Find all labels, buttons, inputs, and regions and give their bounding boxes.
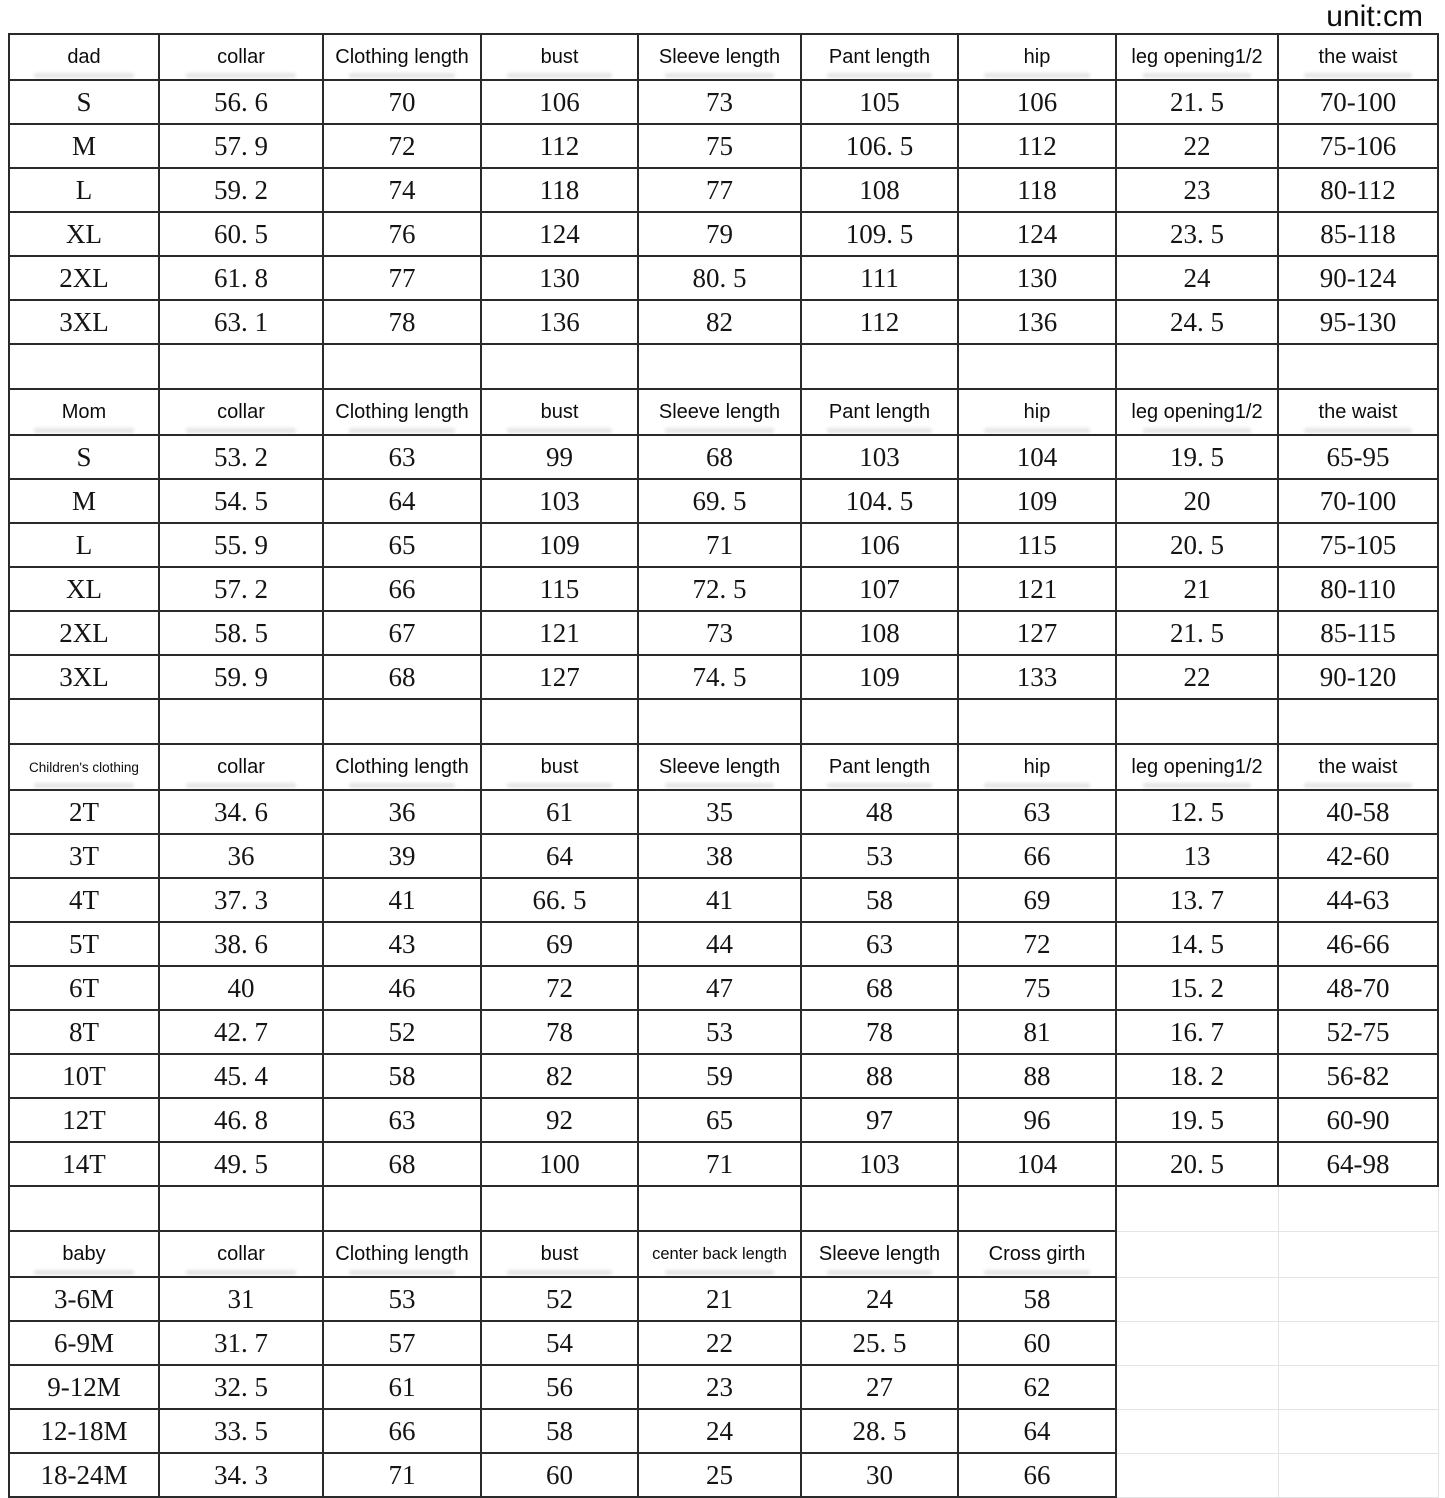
value-cell: 18. 2 (1116, 1054, 1278, 1098)
value-cell: 23 (1116, 168, 1278, 212)
value-cell: 112 (958, 124, 1116, 168)
value-cell: 77 (323, 256, 481, 300)
column-header: bust (481, 389, 638, 435)
value-cell: 20. 5 (1116, 1142, 1278, 1186)
value-cell: 66 (323, 1409, 481, 1453)
value-cell: 106 (958, 80, 1116, 124)
value-cell: 31. 7 (159, 1321, 323, 1365)
value-cell: 109 (801, 655, 958, 699)
value-cell: 24 (1116, 256, 1278, 300)
value-cell: 38 (638, 834, 801, 878)
value-cell: 39 (323, 834, 481, 878)
value-cell: 115 (958, 523, 1116, 567)
value-cell: 46 (323, 966, 481, 1010)
column-header: Clothing length (323, 389, 481, 435)
value-cell: 109 (958, 479, 1116, 523)
value-cell: 61 (481, 790, 638, 834)
value-cell: 111 (801, 256, 958, 300)
value-cell: 100 (481, 1142, 638, 1186)
value-cell: 69 (958, 878, 1116, 922)
value-cell: 36 (323, 790, 481, 834)
value-cell: 115 (481, 567, 638, 611)
value-cell: 42. 7 (159, 1010, 323, 1054)
ghost-cell (1116, 1365, 1278, 1409)
value-cell: 19. 5 (1116, 1098, 1278, 1142)
value-cell: 59. 2 (159, 168, 323, 212)
value-cell: 52 (481, 1277, 638, 1321)
value-cell: 25. 5 (801, 1321, 958, 1365)
size-label-cell: L (9, 168, 159, 212)
value-cell: 58 (801, 878, 958, 922)
column-header: Sleeve length (638, 744, 801, 790)
separator-cell (481, 344, 638, 389)
value-cell: 13. 7 (1116, 878, 1278, 922)
value-cell: 76 (323, 212, 481, 256)
separator-cell (801, 699, 958, 744)
value-cell: 67 (323, 611, 481, 655)
value-cell: 64-98 (1278, 1142, 1438, 1186)
value-cell: 72 (481, 966, 638, 1010)
value-cell: 47 (638, 966, 801, 1010)
value-cell: 136 (481, 300, 638, 344)
value-cell: 121 (958, 567, 1116, 611)
value-cell: 130 (481, 256, 638, 300)
value-cell: 20. 5 (1116, 523, 1278, 567)
value-cell: 108 (801, 611, 958, 655)
separator-cell (638, 1186, 801, 1231)
value-cell: 12. 5 (1116, 790, 1278, 834)
size-label-cell: XL (9, 567, 159, 611)
value-cell: 103 (801, 435, 958, 479)
size-label-cell: XL (9, 212, 159, 256)
value-cell: 56. 6 (159, 80, 323, 124)
value-cell: 109. 5 (801, 212, 958, 256)
value-cell: 41 (323, 878, 481, 922)
value-cell: 124 (958, 212, 1116, 256)
separator-cell (1278, 699, 1438, 744)
column-header: Children's clothing (9, 744, 159, 790)
value-cell: 22 (638, 1321, 801, 1365)
column-header: Mom (9, 389, 159, 435)
column-header: leg opening1/2 (1116, 744, 1278, 790)
separator-cell (323, 344, 481, 389)
value-cell: 70-100 (1278, 479, 1438, 523)
value-cell: 75-106 (1278, 124, 1438, 168)
column-header: Sleeve length (638, 389, 801, 435)
size-label-cell: 6-9M (9, 1321, 159, 1365)
column-header: the waist (1278, 389, 1438, 435)
value-cell: 130 (958, 256, 1116, 300)
ghost-cell (1116, 1186, 1278, 1231)
value-cell: 80-112 (1278, 168, 1438, 212)
value-cell: 136 (958, 300, 1116, 344)
value-cell: 104 (958, 1142, 1116, 1186)
value-cell: 32. 5 (159, 1365, 323, 1409)
size-label-cell: 2T (9, 790, 159, 834)
size-label-cell: 3-6M (9, 1277, 159, 1321)
size-label-cell: L (9, 523, 159, 567)
column-header: Cross girth (958, 1231, 1116, 1277)
column-header: Sleeve length (638, 34, 801, 80)
value-cell: 72 (323, 124, 481, 168)
size-label-cell: M (9, 124, 159, 168)
value-cell: 48 (801, 790, 958, 834)
value-cell: 80. 5 (638, 256, 801, 300)
value-cell: 72. 5 (638, 567, 801, 611)
value-cell: 46. 8 (159, 1098, 323, 1142)
value-cell: 25 (638, 1453, 801, 1497)
column-header: hip (958, 34, 1116, 80)
value-cell: 112 (481, 124, 638, 168)
column-header: the waist (1278, 34, 1438, 80)
value-cell: 121 (481, 611, 638, 655)
value-cell: 77 (638, 168, 801, 212)
value-cell: 63 (323, 1098, 481, 1142)
separator-cell (1116, 344, 1278, 389)
value-cell: 35 (638, 790, 801, 834)
value-cell: 75 (638, 124, 801, 168)
column-header: bust (481, 1231, 638, 1277)
value-cell: 14. 5 (1116, 922, 1278, 966)
value-cell: 108 (801, 168, 958, 212)
value-cell: 75-105 (1278, 523, 1438, 567)
value-cell: 56-82 (1278, 1054, 1438, 1098)
size-label-cell: 14T (9, 1142, 159, 1186)
value-cell: 105 (801, 80, 958, 124)
value-cell: 70-100 (1278, 80, 1438, 124)
value-cell: 127 (481, 655, 638, 699)
value-cell: 48-70 (1278, 966, 1438, 1010)
column-header: bust (481, 744, 638, 790)
value-cell: 57. 2 (159, 567, 323, 611)
separator-cell (159, 344, 323, 389)
unit-label: unit:cm (1326, 0, 1423, 33)
column-header: hip (958, 744, 1116, 790)
value-cell: 60. 5 (159, 212, 323, 256)
value-cell: 74 (323, 168, 481, 212)
value-cell: 71 (638, 1142, 801, 1186)
separator-cell (159, 1186, 323, 1231)
size-label-cell: 5T (9, 922, 159, 966)
value-cell: 21. 5 (1116, 611, 1278, 655)
value-cell: 40-58 (1278, 790, 1438, 834)
value-cell: 78 (323, 300, 481, 344)
column-header: Pant length (801, 744, 958, 790)
column-header: the waist (1278, 744, 1438, 790)
column-header: bust (481, 34, 638, 80)
value-cell: 55. 9 (159, 523, 323, 567)
value-cell: 65-95 (1278, 435, 1438, 479)
value-cell: 21 (1116, 567, 1278, 611)
value-cell: 60 (958, 1321, 1116, 1365)
value-cell: 49. 5 (159, 1142, 323, 1186)
value-cell: 59 (638, 1054, 801, 1098)
size-label-cell: 4T (9, 878, 159, 922)
size-label-cell: 2XL (9, 256, 159, 300)
separator-cell (9, 344, 159, 389)
value-cell: 24 (801, 1277, 958, 1321)
value-cell: 99 (481, 435, 638, 479)
value-cell: 44-63 (1278, 878, 1438, 922)
ghost-cell (1278, 1231, 1438, 1277)
value-cell: 21 (638, 1277, 801, 1321)
size-label-cell: 3XL (9, 300, 159, 344)
value-cell: 34. 6 (159, 790, 323, 834)
value-cell: 24 (638, 1409, 801, 1453)
size-label-cell: 10T (9, 1054, 159, 1098)
value-cell: 54. 5 (159, 479, 323, 523)
value-cell: 63 (801, 922, 958, 966)
value-cell: 64 (481, 834, 638, 878)
value-cell: 79 (638, 212, 801, 256)
separator-cell (323, 1186, 481, 1231)
value-cell: 64 (958, 1409, 1116, 1453)
value-cell: 69 (481, 922, 638, 966)
value-cell: 103 (801, 1142, 958, 1186)
value-cell: 109 (481, 523, 638, 567)
value-cell: 62 (958, 1365, 1116, 1409)
ghost-cell (1278, 1453, 1438, 1497)
value-cell: 42-60 (1278, 834, 1438, 878)
separator-cell (9, 699, 159, 744)
column-header: center back length (638, 1231, 801, 1277)
value-cell: 106 (801, 523, 958, 567)
size-label-cell: 3XL (9, 655, 159, 699)
value-cell: 72 (958, 922, 1116, 966)
separator-cell (638, 344, 801, 389)
ghost-cell (1116, 1321, 1278, 1365)
column-header: leg opening1/2 (1116, 34, 1278, 80)
value-cell: 57 (323, 1321, 481, 1365)
size-label-cell: 2XL (9, 611, 159, 655)
value-cell: 78 (481, 1010, 638, 1054)
separator-cell (958, 344, 1116, 389)
value-cell: 28. 5 (801, 1409, 958, 1453)
value-cell: 21. 5 (1116, 80, 1278, 124)
value-cell: 90-120 (1278, 655, 1438, 699)
column-header: collar (159, 1231, 323, 1277)
value-cell: 41 (638, 878, 801, 922)
size-label-cell: 8T (9, 1010, 159, 1054)
value-cell: 92 (481, 1098, 638, 1142)
value-cell: 61. 8 (159, 256, 323, 300)
value-cell: 53 (638, 1010, 801, 1054)
size-label-cell: 9-12M (9, 1365, 159, 1409)
value-cell: 53. 2 (159, 435, 323, 479)
value-cell: 58 (481, 1409, 638, 1453)
value-cell: 124 (481, 212, 638, 256)
value-cell: 58 (323, 1054, 481, 1098)
ghost-cell (1278, 1409, 1438, 1453)
value-cell: 82 (638, 300, 801, 344)
column-header: Clothing length (323, 34, 481, 80)
value-cell: 27 (801, 1365, 958, 1409)
value-cell: 43 (323, 922, 481, 966)
column-header: Clothing length (323, 1231, 481, 1277)
value-cell: 57. 9 (159, 124, 323, 168)
size-label-cell: 3T (9, 834, 159, 878)
value-cell: 90-124 (1278, 256, 1438, 300)
value-cell: 60-90 (1278, 1098, 1438, 1142)
size-label-cell: 12-18M (9, 1409, 159, 1453)
value-cell: 96 (958, 1098, 1116, 1142)
value-cell: 63. 1 (159, 300, 323, 344)
value-cell: 68 (638, 435, 801, 479)
separator-cell (481, 1186, 638, 1231)
value-cell: 133 (958, 655, 1116, 699)
value-cell: 24. 5 (1116, 300, 1278, 344)
separator-cell (323, 699, 481, 744)
separator-cell (801, 344, 958, 389)
value-cell: 68 (323, 655, 481, 699)
separator-cell (9, 1186, 159, 1231)
value-cell: 53 (323, 1277, 481, 1321)
column-header: collar (159, 744, 323, 790)
value-cell: 58. 5 (159, 611, 323, 655)
ghost-cell (1116, 1277, 1278, 1321)
column-header: Pant length (801, 389, 958, 435)
ghost-cell (1278, 1277, 1438, 1321)
value-cell: 23 (638, 1365, 801, 1409)
value-cell: 69. 5 (638, 479, 801, 523)
ghost-cell (1278, 1321, 1438, 1365)
value-cell: 61 (323, 1365, 481, 1409)
separator-cell (159, 699, 323, 744)
value-cell: 107 (801, 567, 958, 611)
column-header: Sleeve length (801, 1231, 958, 1277)
value-cell: 68 (801, 966, 958, 1010)
value-cell: 118 (481, 168, 638, 212)
value-cell: 66. 5 (481, 878, 638, 922)
separator-cell (958, 1186, 1116, 1231)
value-cell: 65 (323, 523, 481, 567)
ghost-cell (1278, 1365, 1438, 1409)
value-cell: 65 (638, 1098, 801, 1142)
column-header: Pant length (801, 34, 958, 80)
value-cell: 15. 2 (1116, 966, 1278, 1010)
size-table (8, 33, 1439, 1498)
value-cell: 53 (801, 834, 958, 878)
value-cell: 30 (801, 1453, 958, 1497)
ghost-cell (1278, 1186, 1438, 1231)
value-cell: 34. 3 (159, 1453, 323, 1497)
value-cell: 40 (159, 966, 323, 1010)
separator-cell (958, 699, 1116, 744)
size-label-cell: 18-24M (9, 1453, 159, 1497)
value-cell: 46-66 (1278, 922, 1438, 966)
value-cell: 78 (801, 1010, 958, 1054)
value-cell: 95-130 (1278, 300, 1438, 344)
separator-cell (801, 1186, 958, 1231)
value-cell: 106. 5 (801, 124, 958, 168)
value-cell: 66 (323, 567, 481, 611)
value-cell: 71 (638, 523, 801, 567)
value-cell: 66 (958, 834, 1116, 878)
value-cell: 64 (323, 479, 481, 523)
value-cell: 88 (958, 1054, 1116, 1098)
value-cell: 112 (801, 300, 958, 344)
value-cell: 52-75 (1278, 1010, 1438, 1054)
column-header: collar (159, 34, 323, 80)
column-header: hip (958, 389, 1116, 435)
size-label-cell: 6T (9, 966, 159, 1010)
value-cell: 54 (481, 1321, 638, 1365)
size-label-cell: S (9, 435, 159, 479)
value-cell: 16. 7 (1116, 1010, 1278, 1054)
value-cell: 31 (159, 1277, 323, 1321)
value-cell: 20 (1116, 479, 1278, 523)
value-cell: 103 (481, 479, 638, 523)
value-cell: 104 (958, 435, 1116, 479)
separator-cell (481, 699, 638, 744)
value-cell: 37. 3 (159, 878, 323, 922)
value-cell: 22 (1116, 655, 1278, 699)
value-cell: 82 (481, 1054, 638, 1098)
value-cell: 52 (323, 1010, 481, 1054)
value-cell: 73 (638, 611, 801, 655)
value-cell: 56 (481, 1365, 638, 1409)
size-label-cell: M (9, 479, 159, 523)
value-cell: 59. 9 (159, 655, 323, 699)
value-cell: 118 (958, 168, 1116, 212)
ghost-cell (1116, 1409, 1278, 1453)
value-cell: 88 (801, 1054, 958, 1098)
value-cell: 36 (159, 834, 323, 878)
value-cell: 97 (801, 1098, 958, 1142)
value-cell: 106 (481, 80, 638, 124)
value-cell: 19. 5 (1116, 435, 1278, 479)
value-cell: 75 (958, 966, 1116, 1010)
column-header: Clothing length (323, 744, 481, 790)
value-cell: 23. 5 (1116, 212, 1278, 256)
separator-cell (638, 699, 801, 744)
value-cell: 58 (958, 1277, 1116, 1321)
value-cell: 74. 5 (638, 655, 801, 699)
value-cell: 13 (1116, 834, 1278, 878)
value-cell: 60 (481, 1453, 638, 1497)
column-header: baby (9, 1231, 159, 1277)
value-cell: 85-115 (1278, 611, 1438, 655)
column-header: collar (159, 389, 323, 435)
size-label-cell: 12T (9, 1098, 159, 1142)
value-cell: 66 (958, 1453, 1116, 1497)
value-cell: 104. 5 (801, 479, 958, 523)
value-cell: 33. 5 (159, 1409, 323, 1453)
value-cell: 68 (323, 1142, 481, 1186)
value-cell: 45. 4 (159, 1054, 323, 1098)
value-cell: 63 (958, 790, 1116, 834)
value-cell: 38. 6 (159, 922, 323, 966)
ghost-cell (1116, 1453, 1278, 1497)
column-header: leg opening1/2 (1116, 389, 1278, 435)
ghost-cell (1116, 1231, 1278, 1277)
value-cell: 22 (1116, 124, 1278, 168)
value-cell: 63 (323, 435, 481, 479)
value-cell: 85-118 (1278, 212, 1438, 256)
size-label-cell: S (9, 80, 159, 124)
value-cell: 44 (638, 922, 801, 966)
value-cell: 81 (958, 1010, 1116, 1054)
column-header: dad (9, 34, 159, 80)
value-cell: 73 (638, 80, 801, 124)
separator-cell (1116, 699, 1278, 744)
value-cell: 71 (323, 1453, 481, 1497)
value-cell: 70 (323, 80, 481, 124)
value-cell: 80-110 (1278, 567, 1438, 611)
value-cell: 127 (958, 611, 1116, 655)
separator-cell (1278, 344, 1438, 389)
